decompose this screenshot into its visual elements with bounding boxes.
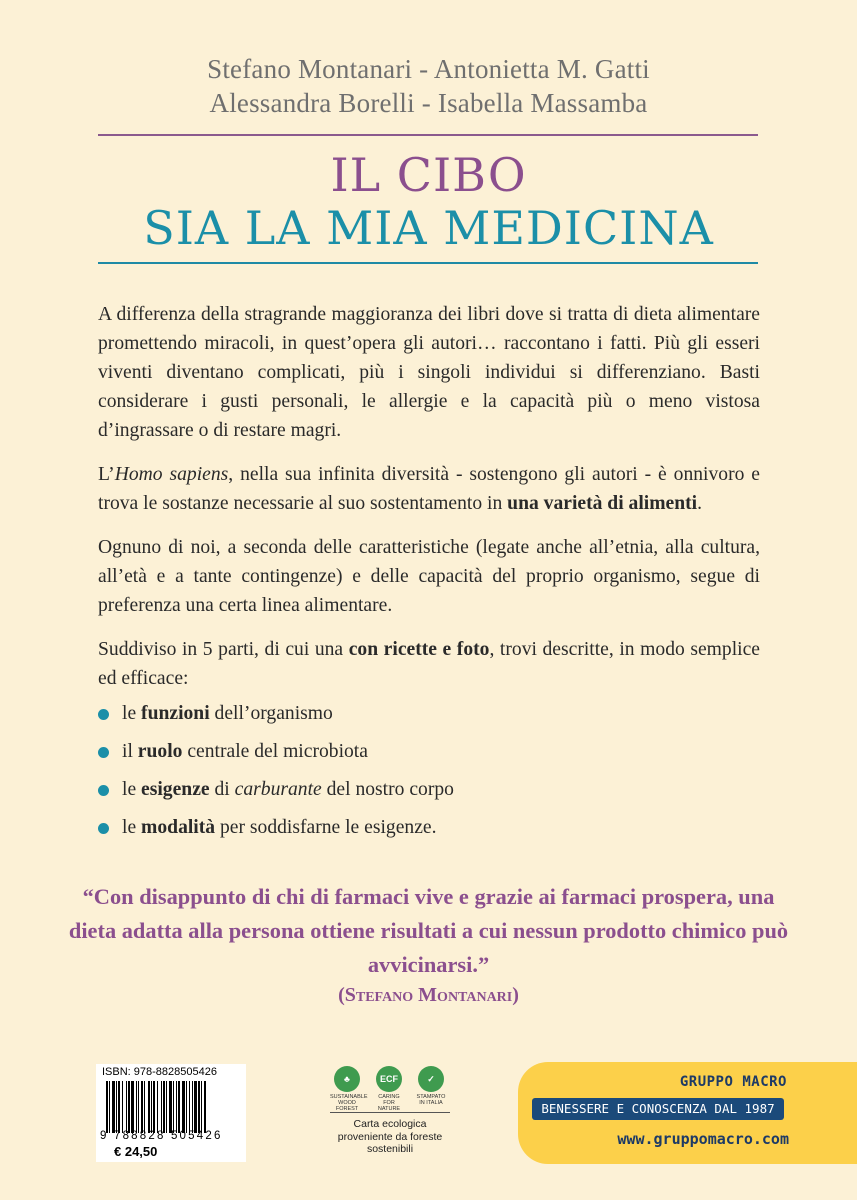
title-bottom-rule — [98, 262, 758, 264]
italy-map-icon: ✓ — [418, 1066, 444, 1092]
barcode-bar — [138, 1081, 139, 1133]
quote-text: “Con disappunto di chi di farmaci vive e grazie ai farmaci prospera, una dieta adatta alla persona ottiene risultati a cui nessun prodotto chimico può avvicinarsi.” — [68, 884, 789, 977]
sustainable-forest-icon — [330, 1066, 368, 1112]
eco-caption: STAMPATO IN ITALIA — [416, 1094, 446, 1106]
barcode-label — [96, 1064, 246, 1162]
description — [98, 300, 760, 851]
bullet-icon — [98, 823, 109, 834]
list-item — [98, 737, 760, 767]
eco-caption: CARING FOR NATURE — [377, 1094, 401, 1112]
authors-line-1: Stefano Montanari - Antonietta M. Gatti — [207, 54, 650, 84]
li-bold: funzioni — [141, 703, 210, 724]
barcode-bar — [131, 1081, 134, 1133]
list-item — [98, 699, 760, 729]
p2-bold: una varietà di alimenti — [507, 493, 698, 514]
isbn-text: ISBN: 978-8828505426 — [102, 1066, 217, 1078]
barcode-bar — [186, 1081, 187, 1133]
paragraph-1: A differenza della stragrande maggioranza dei libri dove si tratta di dieta alimentare promettendo miracoli, in quest’opera gli autori… raccontano i fatti. Più gli esseri viventi diventano complicati, più i singoli individui si differenziano. Basti considerare i gusti personali, le allergie e la capacità più o meno vistosa d’ingrassare o di restare magri. — [98, 304, 760, 441]
feature-list — [98, 699, 760, 843]
li-pre: le — [122, 779, 142, 800]
barcode-bar — [153, 1081, 155, 1133]
paragraph-2 — [98, 460, 760, 518]
title-line-1: IL CIBO — [330, 148, 527, 202]
p4-end: , trovi descritte, in modo semplice ed efficace: — [98, 639, 760, 689]
barcode-bar — [122, 1081, 123, 1133]
p2-italic: Homo sapiens — [114, 464, 229, 485]
li-bold: modalità — [141, 817, 216, 838]
barcode-bar — [163, 1081, 165, 1133]
li-italic: carburante — [234, 779, 322, 800]
barcode-bar — [109, 1081, 110, 1133]
bullet-icon — [98, 785, 109, 796]
barcode-bar — [141, 1081, 143, 1133]
publisher-banner — [518, 1062, 857, 1164]
li-pre: le — [122, 703, 142, 724]
barcode-bar — [144, 1081, 145, 1133]
authors — [0, 52, 857, 120]
publisher-url: www.gruppomacro.com — [617, 1130, 789, 1148]
publisher-name: GRUPPO MACRO — [679, 1074, 787, 1090]
p2-pre: L’ — [98, 464, 115, 485]
barcode-bar — [148, 1081, 150, 1133]
barcode-bar — [118, 1081, 120, 1133]
eco-caption: SUSTAINABLE WOOD FOREST — [330, 1094, 368, 1112]
barcode-bar — [178, 1081, 180, 1133]
title-top-rule — [98, 134, 758, 136]
p4-pre: Suddiviso in 5 parti, di cui una — [98, 639, 349, 660]
p2-end: . — [697, 493, 703, 514]
li-bold: ruolo — [137, 741, 183, 762]
barcode-bar — [169, 1081, 172, 1133]
bullet-icon — [98, 709, 109, 720]
price: € 24,50 — [114, 1144, 158, 1159]
barcode-bar — [112, 1081, 115, 1133]
barcode-bar — [176, 1081, 177, 1133]
barcode-bar — [116, 1081, 117, 1133]
barcode-bar — [106, 1081, 108, 1133]
bullet-icon — [98, 747, 109, 758]
li-pre: le — [122, 817, 142, 838]
li-post: centrale del microbiota — [182, 741, 368, 762]
barcode-bar — [128, 1081, 130, 1133]
barcode-bar — [151, 1081, 152, 1133]
li-bold: esigenze — [141, 779, 210, 800]
barcode-bars — [106, 1081, 240, 1133]
barcode-bar — [166, 1081, 167, 1133]
barcode-digits: 9 788828 505426 — [100, 1130, 223, 1142]
barcode-bar — [204, 1081, 206, 1133]
tree-icon: ♣ — [334, 1066, 360, 1092]
li-mid: di — [209, 779, 235, 800]
p2-mid: , nella sua infinita diversità - sostengono gli autori - è onnivoro e trova le sostanze necessarie al suo sostentamento in — [98, 464, 760, 514]
list-item — [98, 775, 760, 805]
title-line-2: SIA LA MIA MEDICINA — [143, 201, 714, 255]
barcode-bar — [157, 1081, 158, 1133]
barcode-bar — [173, 1081, 174, 1133]
paragraph-3: Ognuno di noi, a seconda delle caratteristiche (legate anche all’etnia, alla cultura, all’età e a tante contingenze) e delle capacità del proprio organismo, segue di preferenza una certa linea alimentare. — [98, 537, 760, 616]
li-post: del nostro corpo — [321, 779, 454, 800]
barcode-bar — [194, 1081, 197, 1133]
list-item — [98, 813, 760, 843]
ecf-icon — [372, 1066, 406, 1112]
eco-divider — [330, 1112, 450, 1113]
quote-author: (Stefano Montanari) — [338, 984, 519, 1006]
barcode-bar — [192, 1081, 193, 1133]
eco-text: Carta ecologica proveniente da foreste sostenibili — [337, 1118, 443, 1155]
paragraph-4 — [98, 635, 760, 693]
li-post: per soddisfarne le esigenze. — [215, 817, 437, 838]
barcode-bar — [201, 1081, 202, 1133]
publisher-tagline: BENESSERE E CONOSCENZA DAL 1987 — [532, 1098, 784, 1120]
barcode-bar — [126, 1081, 127, 1133]
ecf-leaf-icon: ECF — [376, 1066, 402, 1092]
li-post: dell’organismo — [209, 703, 333, 724]
li-pre: il — [122, 741, 138, 762]
barcode-bar — [136, 1081, 137, 1133]
p4-bold: con ricette e foto — [348, 639, 490, 660]
italy-print-icon — [414, 1066, 448, 1106]
authors-line-2: Alessandra Borelli - Isabella Massamba — [209, 88, 648, 118]
barcode-bar — [161, 1081, 162, 1133]
barcode-bar — [198, 1081, 200, 1133]
barcode-bar — [182, 1081, 185, 1133]
barcode-bar — [189, 1081, 190, 1133]
